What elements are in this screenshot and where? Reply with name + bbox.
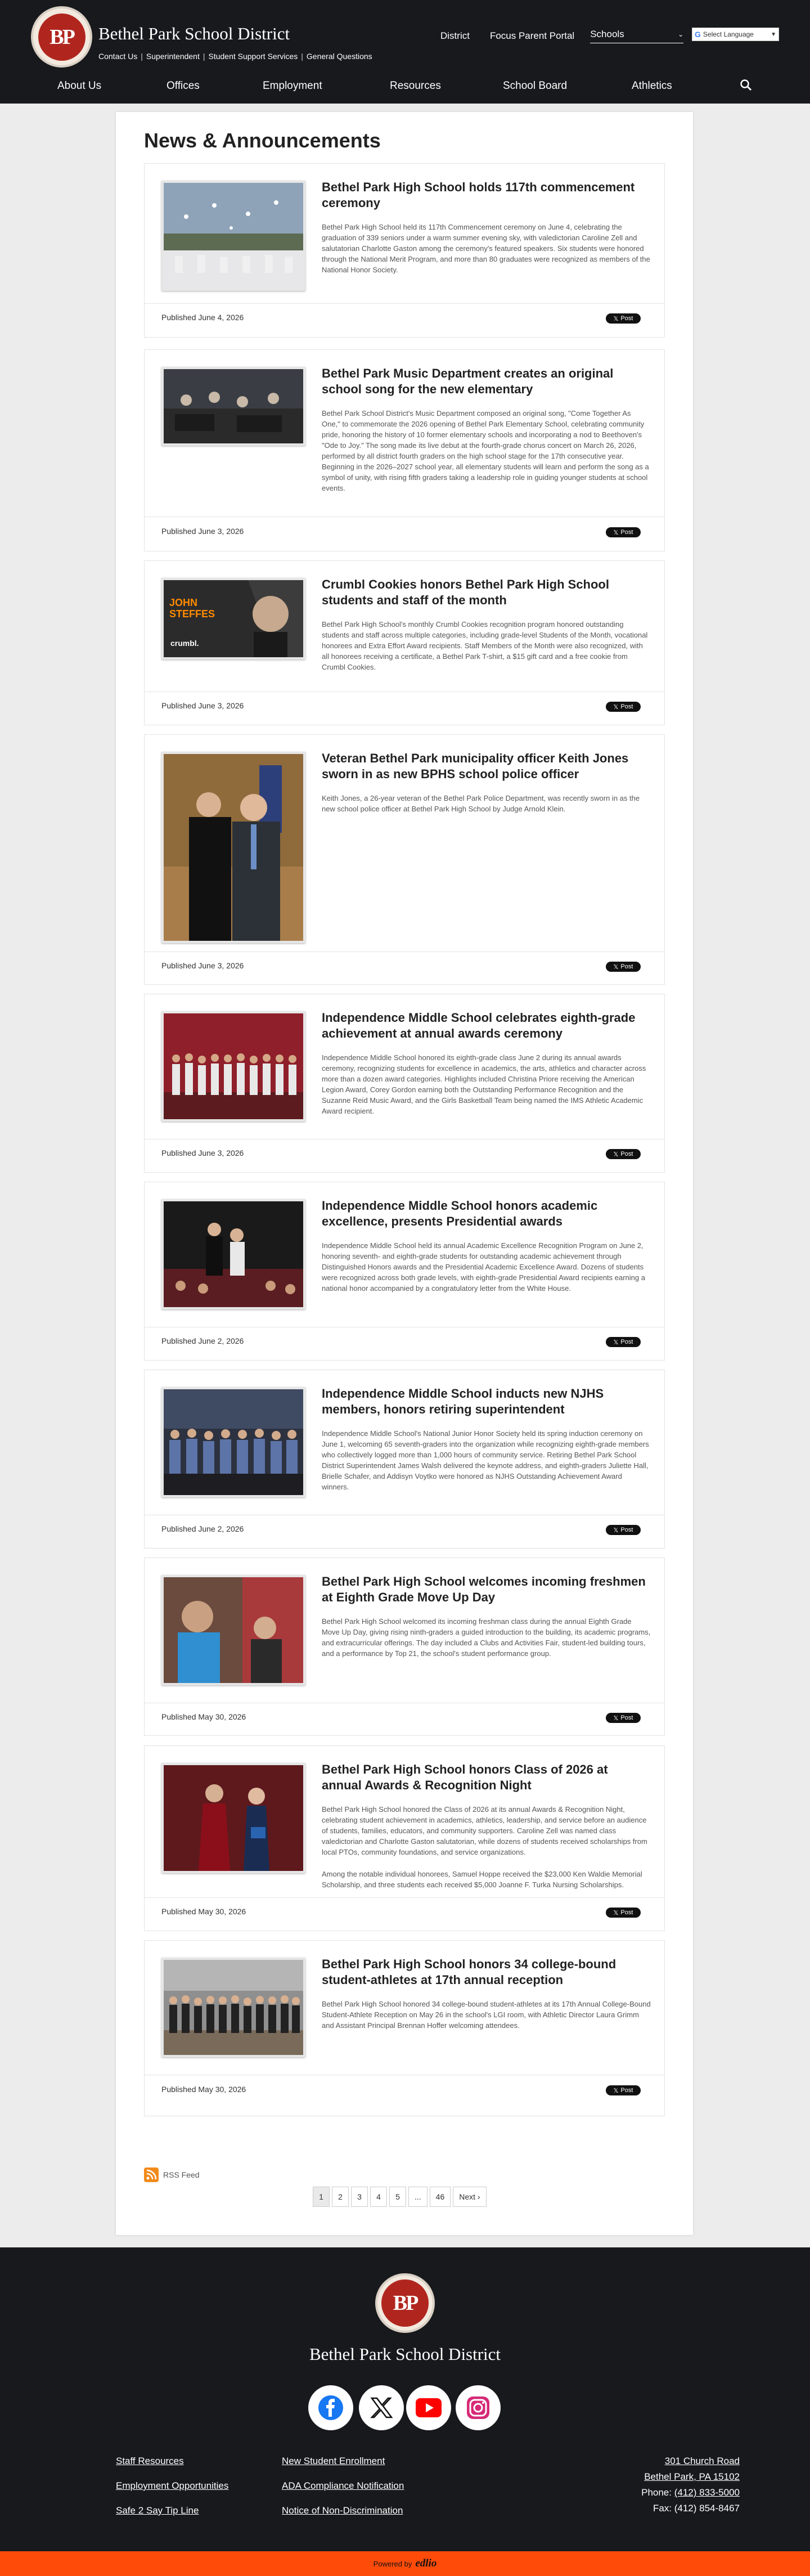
article-summary: Bethel Park High School honored 34 college-bound student-athletes at its 17th Annual College-Bound Student-Athlete Reception on May 26 in the school's LGI room, with Athletic Director Laura Grimm and Assistant Principal Brennan Hoffer welcoming attendees. [322, 2000, 651, 2030]
article-image[interactable] [161, 367, 305, 446]
powered-by-label: Powered by [373, 2559, 412, 2568]
util-link-contact[interactable]: Contact Us [98, 52, 138, 61]
article-date: Published June 3, 2026 [161, 701, 244, 710]
footer-link-non-discrimination[interactable]: Notice of Non-Discrimination [282, 2505, 403, 2516]
article-title[interactable]: Crumbl Cookies honors Bethel Park High School students and staff of the month [322, 577, 609, 607]
article-summary-extra: Among the notable individual honorees, Samuel Hoppe received the $23,000 Ken Waldie Memorial Scholarship, and three students each received $5,000 Joanne F. Turka Nursing Scholarships. [322, 1870, 642, 1889]
article-date: Published June 2, 2026 [161, 1336, 244, 1345]
nav-athletics[interactable]: Athletics [632, 80, 672, 92]
article-title[interactable]: Bethel Park High School honors 34 college-bound student-athletes at 17th annual reception [322, 1957, 616, 1987]
x-icon[interactable] [359, 2385, 404, 2430]
top-links [440, 29, 683, 43]
article-title[interactable]: Bethel Park High School honors Class of 2026 at annual Awards & Recognition Night [322, 1762, 608, 1792]
nav-resources[interactable]: Resources [390, 80, 441, 92]
article-date: Published May 30, 2026 [161, 1712, 246, 1721]
footer-link-safe2say[interactable]: Safe 2 Say Tip Line [116, 2505, 199, 2516]
news-article [144, 734, 665, 985]
article-date: Published June 3, 2026 [161, 961, 244, 970]
article-image[interactable] [161, 181, 305, 291]
news-article [144, 163, 665, 338]
main-nav [0, 69, 810, 104]
page-title: News & Announcements [144, 129, 381, 152]
page-ellipsis: ... [408, 2187, 428, 2207]
page-4[interactable]: 4 [370, 2187, 387, 2207]
article-title[interactable]: Independence Middle School inducts new NJHS members, honors retiring superintendent [322, 1386, 604, 1416]
x-icon: 𝕏 [613, 2087, 619, 2094]
article-divider [145, 303, 664, 304]
page-1[interactable]: 1 [313, 2187, 330, 2207]
article-title[interactable]: Bethel Park Music Department creates an original school song for the new elementary [322, 366, 614, 396]
article-summary: Bethel Park High School welcomed its incoming freshman class during the annual Eighth Grade Move Up Day, giving rising ninth-graders a guided introduction to the building, its academic programs, and extracurricular offerings. The day included a Clubs and Activities Fair, student-led building tours, and a performance by Top 21, the school's student performance group. [322, 1617, 651, 1658]
x-icon: 𝕏 [613, 703, 619, 711]
google-translate-icon: G [695, 30, 701, 39]
page-2[interactable]: 2 [332, 2187, 349, 2207]
x-icon: 𝕏 [613, 963, 619, 971]
article-date: Published June 4, 2026 [161, 313, 244, 322]
article-date: Published May 30, 2026 [161, 1907, 246, 1916]
district-logo[interactable] [31, 6, 92, 68]
image-caption-first-name: JOHN [169, 597, 198, 608]
logo-monogram: BP [38, 14, 86, 61]
x-icon: 𝕏 [613, 1715, 619, 1722]
x-icon: 𝕏 [613, 529, 619, 536]
news-article [144, 1940, 665, 2116]
schools-dropdown[interactable] [590, 29, 683, 43]
nav-employment[interactable]: Employment [263, 80, 322, 92]
x-icon: 𝕏 [613, 1151, 619, 1158]
footer-link-enrollment[interactable]: New Student Enrollment [282, 2456, 385, 2466]
x-post-button[interactable]: 𝕏 Post [606, 702, 641, 712]
x-post-button[interactable]: 𝕏 Post [606, 1908, 641, 1918]
chevron-down-icon: ⌄ [678, 30, 684, 38]
page-5[interactable]: 5 [389, 2187, 406, 2207]
news-article [144, 1370, 665, 1549]
nav-offices[interactable]: Offices [166, 80, 200, 92]
x-icon: 𝕏 [613, 1339, 619, 1346]
x-post-button[interactable]: 𝕏 Post [606, 313, 641, 324]
article-summary: Independence Middle School's National Junior Honor Society held its spring induction ceremony on June 1, welcoming 65 seventh-graders into the organization while recognizing eighth-grade members who collectively logged more than 1,000 hours of community service. Retiring Bethel Park School District Superintendent James Walsh delivered the keynote address, and eighth-graders Juliette Hall, Brielle Schafer, and Addisyn Voytko were honored as NJHS Outstanding Achievement Award winners. [322, 1429, 649, 1491]
util-link-general-questions[interactable]: General Questions [306, 52, 372, 61]
top-link-parent-portal[interactable]: Focus Parent Portal [489, 30, 575, 41]
article-title[interactable]: Veteran Bethel Park municipality officer Keith Jones sworn in as new BPHS school police officer [322, 751, 629, 781]
x-post-button[interactable]: 𝕏 Post [606, 1149, 641, 1159]
site-title[interactable]: Bethel Park School District [98, 24, 290, 43]
footer-link-ada[interactable]: ADA Compliance Notification [282, 2480, 404, 2491]
footer-logo[interactable] [375, 2273, 435, 2333]
footer-address-street[interactable]: 301 Church Road [664, 2456, 740, 2466]
article-image[interactable] [161, 752, 305, 943]
article-date: Published June 3, 2026 [161, 1148, 244, 1157]
footer-fax: Fax: (412) 854-8467 [652, 2503, 740, 2514]
instagram-icon[interactable] [456, 2385, 501, 2430]
top-link-district[interactable]: District [440, 30, 470, 41]
news-article [144, 1745, 665, 1931]
article-summary: Keith Jones, a 26-year veteran of the Bethel Park Police Department, was recently sworn in as the new school police officer at Bethel Park High School by Judge Arnold Klein. [322, 794, 640, 813]
article-image[interactable] [161, 1763, 305, 1873]
x-post-button[interactable]: 𝕏 Post [606, 527, 641, 537]
youtube-icon[interactable] [406, 2385, 451, 2430]
search-icon[interactable] [740, 79, 753, 92]
x-icon: 𝕏 [613, 1909, 619, 1917]
site-footer [0, 2247, 810, 2551]
translate-select[interactable] [692, 28, 779, 41]
page-3[interactable]: 3 [351, 2187, 368, 2207]
footer-phone-link[interactable]: (412) 833-5000 [674, 2487, 740, 2498]
powered-by-bar[interactable] [0, 2551, 810, 2576]
x-post-button[interactable]: 𝕏 Post [606, 1713, 641, 1723]
chevron-down-icon: ▼ [771, 31, 776, 38]
article-divider [145, 1897, 664, 1898]
article-image[interactable] [161, 1387, 305, 1497]
x-post-button[interactable]: 𝕏 Post [606, 1525, 641, 1535]
x-post-button[interactable]: 𝕏 Post [606, 1337, 641, 1347]
article-summary: Bethel Park High School honored the Class of 2026 at its annual Awards & Recognition Night, celebrating student achievement in academics, athletics, leadership, and service before an audience of students, families, educators, and community supporters. Caroline Zell was named class valedictorian and Charlotte Gaston salutatorian, while dozens of students received scholarships from local PTOs, community foundations, and service organizations. [322, 1805, 647, 1856]
image-caption-last-name: STEFFES [169, 608, 215, 620]
article-image[interactable] [161, 1011, 305, 1121]
article-image[interactable] [161, 1575, 305, 1685]
util-link-superintendent[interactable]: Superintendent [146, 52, 200, 61]
article-title[interactable]: Independence Middle School celebrates eighth-grade achievement at annual awards ceremony [322, 1011, 636, 1040]
footer-title: Bethel Park School District [309, 2344, 501, 2364]
nav-about-us[interactable]: About Us [57, 80, 102, 92]
rss-icon [144, 2167, 159, 2182]
translate-label: Select Language [703, 30, 754, 38]
article-title[interactable]: Bethel Park High School holds 117th commencement ceremony [322, 180, 635, 210]
news-article [144, 560, 665, 725]
article-image[interactable] [161, 1199, 305, 1309]
article-date: Published May 30, 2026 [161, 2085, 246, 2094]
article-title[interactable]: Independence Middle School honors academic excellence, presents Presidential awards [322, 1199, 598, 1228]
article-summary: Bethel Park School District's Music Department composed an original song, "Come Together As One," to commemorate the 2026 opening of Bethel Park Elementary School, celebrating community pride, honoring the history of 10 former elementary schools and incorporating a nod to Beethoven's "Ode to Joy." The song made its live debut at the fourth-grade chorus concert on March 26, 2026, performed by all district fourth graders on the high school stage for the 17th consecutive year. Beginning in the 2026–2027 school year, all elementary students will learn and perform the song as a symbol of unity, with rising fifth graders taking a leadership role in guiding younger students at school events. [322, 409, 649, 492]
next-page-button[interactable]: Next › [453, 2187, 486, 2207]
news-article [144, 349, 665, 551]
news-article [144, 994, 665, 1173]
rss-label: RSS Feed [163, 2170, 200, 2179]
article-summary: Bethel Park High School's monthly Crumbl Cookies recognition program honored outstanding students and staff across multiple categories, including grade-level Students of the Month, vocational honorees and Extra Effort Award recipients. Staff Members of the Month were also recognized, with all honorees receiving a certificate, a Bethel Park T-shirt, a $15 gift card and a free cookie from Crumbl Cookies. [322, 620, 648, 671]
x-post-button[interactable]: 𝕏 Post [606, 2085, 641, 2095]
article-summary: Independence Middle School held its annual Academic Excellence Recognition Program on June 2, honoring seventh- and eighth-grade students for outstanding academic achievement through Distinguished Honors awards and the Presidential Academic Excellence Award. Dozens of students were recognized across both grade levels, with eighth-grade Presidential Award recipients earning a national honor accompanied by a congratulatory letter from the White House. [322, 1241, 645, 1293]
schools-dropdown-label: Schools [590, 29, 624, 39]
util-link-student-support[interactable]: Student Support Services [208, 52, 298, 61]
pagination [313, 2187, 487, 2207]
nav-school-board[interactable]: School Board [503, 80, 568, 92]
utility-links: Contact Us | Superintendent | Student Support Services | General Questions [98, 52, 372, 61]
page-46[interactable]: 46 [430, 2187, 451, 2207]
edlio-logo: edlio [415, 2557, 437, 2569]
news-article [144, 1558, 665, 1736]
news-content [116, 112, 693, 2235]
facebook-icon[interactable] [308, 2385, 353, 2430]
x-icon: 𝕏 [613, 315, 619, 322]
rss-feed-link[interactable] [144, 2167, 200, 2182]
news-article [144, 1182, 665, 1361]
site-header [0, 0, 810, 104]
x-icon: 𝕏 [613, 1527, 619, 1534]
footer-link-employment[interactable]: Employment Opportunities [116, 2480, 229, 2491]
article-image[interactable] [161, 1958, 305, 2057]
article-image[interactable] [161, 578, 305, 659]
article-date: Published June 3, 2026 [161, 527, 244, 536]
crumbl-logo: crumbl. [170, 639, 199, 648]
x-post-button[interactable]: 𝕏 Post [606, 962, 641, 972]
article-summary: Bethel Park High School held its 117th Commencement ceremony on June 4, celebrating the graduation of 339 seniors under a warm summer evening sky, with valedictorian Caroline Zell and salutatorian Charlotte Gaston among the ceremony's featured speakers. Six students were honored through the National Merit Program, and more than 80 graduates were recognized as members of the National Honor Society. [322, 223, 650, 274]
article-title[interactable]: Bethel Park High School welcomes incoming freshmen at Eighth Grade Move Up Day [322, 1574, 646, 1604]
article-summary: Independence Middle School honored its eighth-grade class June 2 during its annual awards ceremony, recognizing students for excellence in academics, the arts, athletics and character across more than a dozen award categories. Highlights included Christina Priore receiving the American Legion Award, Corey Gordon earning both the Outstanding Performance Recognition and the Suzanne Reid Music Award, and the Girls Basketball Team being named the IMS Athletic Academic Award recipient. [322, 1053, 646, 1115]
logo-monogram: BP [381, 2279, 429, 2327]
footer-address-city[interactable]: Bethel Park, PA 15102 [644, 2471, 740, 2482]
footer-link-staff-resources[interactable]: Staff Resources [116, 2456, 184, 2466]
article-date: Published June 2, 2026 [161, 1524, 244, 1533]
footer-phone: Phone: (412) 833-5000 [641, 2487, 740, 2498]
